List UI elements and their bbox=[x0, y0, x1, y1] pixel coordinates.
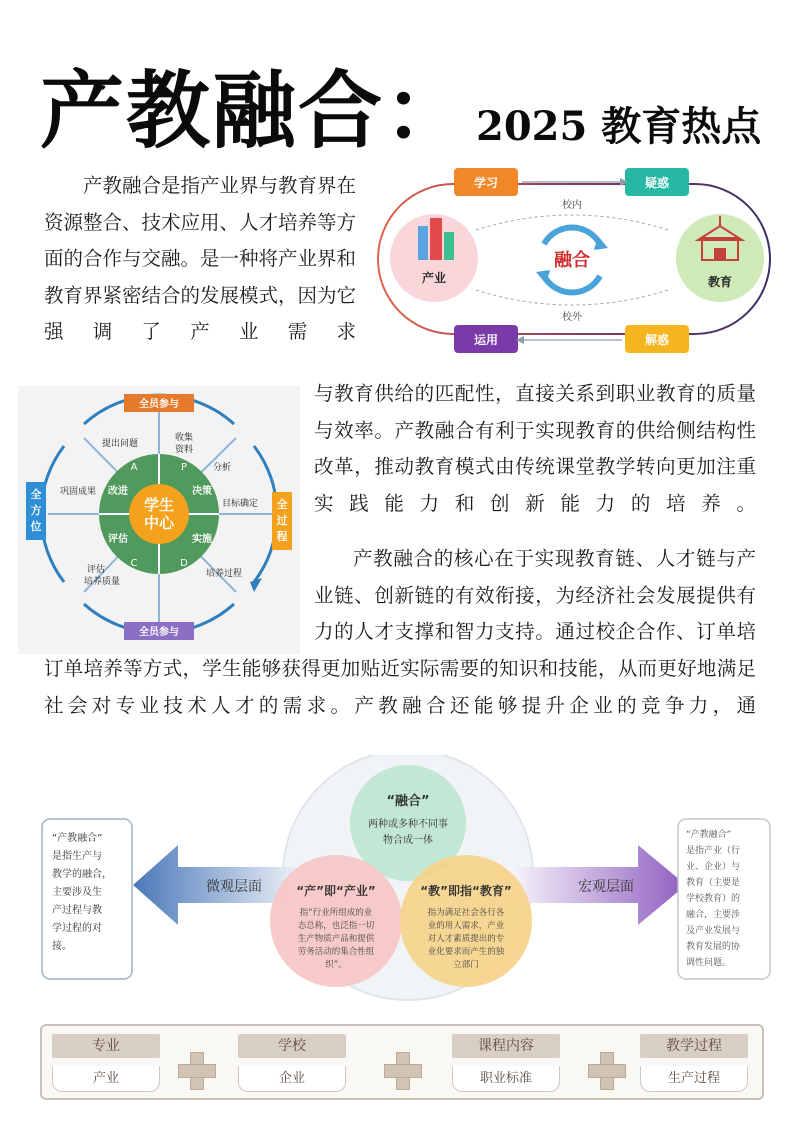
svg-text:及产业发展与: 及产业发展与 bbox=[686, 926, 741, 936]
node-jiaoyu bbox=[676, 214, 764, 302]
inner-top-label: 校内 bbox=[562, 200, 582, 211]
svg-text:“产教融合”: “产教融合” bbox=[52, 833, 103, 844]
building-icon bbox=[418, 226, 428, 260]
circle-chan bbox=[270, 855, 402, 987]
svg-text:D: D bbox=[180, 558, 188, 569]
svg-text:方: 方 bbox=[30, 504, 42, 517]
svg-text:微观层面: 微观层面 bbox=[206, 879, 262, 895]
svg-text:提出问题: 提出问题 bbox=[101, 439, 139, 449]
paragraph-3a: 产教融合的核心在于实现教育链、人才链与产业链、创新链的有效衔接，为经济社会发展提供有力的人才支撑和智力支持。通过校企合作、订单培 bbox=[314, 547, 756, 644]
formula-bar bbox=[40, 1024, 764, 1100]
svg-text:教育发展的协: 教育发展的协 bbox=[686, 942, 741, 952]
svg-text:资料: 资料 bbox=[174, 445, 194, 455]
center-ronghe bbox=[536, 227, 608, 292]
svg-text:程: 程 bbox=[276, 530, 288, 543]
svg-text:业、企业）与: 业、企业）与 bbox=[686, 862, 741, 872]
paragraph-3b: 订单培养等方式，学生能够获得更加贴近实际需要的知识和技能，从而更好地满足社会对专业技术人才的需求。产教融合还能够提升企业的竞争力，通 bbox=[44, 657, 756, 717]
page-title bbox=[40, 44, 780, 160]
svg-text:C: C bbox=[130, 558, 138, 569]
svg-text:业的用人需求，产业: 业的用人需求，产业 bbox=[427, 921, 505, 931]
svg-text:学生: 学生 bbox=[143, 496, 175, 514]
svg-text:主要涉及生: 主要涉及生 bbox=[52, 887, 102, 898]
svg-text:是指产业（行: 是指产业（行 bbox=[686, 846, 741, 856]
svg-text:疑惑: 疑惑 bbox=[644, 176, 670, 190]
tag-yihuo bbox=[625, 168, 689, 196]
svg-text:培养质量: 培养质量 bbox=[83, 577, 121, 587]
formula-item-4: 教学过程 生产过程 bbox=[640, 1034, 748, 1094]
svg-text:巩固成果: 巩固成果 bbox=[59, 487, 97, 497]
note-left bbox=[42, 819, 132, 979]
svg-text:“产”即“产业”: “产”即“产业” bbox=[296, 884, 376, 898]
svg-text:调性问题。: 调性问题。 bbox=[686, 958, 732, 968]
svg-text:生产物质产品和提供: 生产物质产品和提供 bbox=[297, 934, 375, 944]
svg-text:两种或多种不同事: 两种或多种不同事 bbox=[368, 819, 448, 830]
svg-text:融合: 融合 bbox=[554, 250, 590, 271]
svg-text:解惑: 解惑 bbox=[644, 333, 670, 347]
wheel-diagram bbox=[18, 386, 300, 654]
node-chanye bbox=[390, 214, 478, 302]
svg-text:产业: 产业 bbox=[421, 271, 447, 285]
levels-diagram bbox=[38, 755, 778, 1005]
svg-text:立部门: 立部门 bbox=[453, 960, 479, 970]
svg-text:教育（主要是: 教育（主要是 bbox=[686, 878, 741, 888]
svg-text:运用: 运用 bbox=[473, 333, 499, 347]
svg-text:态总称，也泛指一切: 态总称，也泛指一切 bbox=[297, 921, 375, 931]
svg-text:物合成一体: 物合成一体 bbox=[383, 835, 433, 846]
cycle-diagram bbox=[372, 160, 780, 360]
plus-icon bbox=[178, 1052, 214, 1088]
svg-text:教学的融合，: 教学的融合， bbox=[52, 869, 112, 880]
svg-text:全: 全 bbox=[276, 498, 288, 511]
svg-text:学校教育）的: 学校教育）的 bbox=[686, 894, 741, 904]
tag-yunyong bbox=[454, 325, 518, 353]
svg-text:过: 过 bbox=[276, 514, 288, 527]
svg-text:全: 全 bbox=[30, 488, 42, 501]
tag-xuexi bbox=[454, 168, 518, 196]
svg-text:收集: 收集 bbox=[174, 433, 194, 443]
svg-text:产过程与教: 产过程与教 bbox=[52, 905, 102, 916]
paragraph-2: 与教育供给的匹配性，直接关系到职业教育的质量与效率。产教融合有利于实现教育的供给侧结构性改革，推动教育模式由传统课堂教学转向更加注重实践能力和创新能力的培养。 bbox=[314, 382, 756, 515]
svg-text:指为满足社会各行各: 指为满足社会各行各 bbox=[427, 908, 505, 918]
svg-text:劳务活动的集合性组: 劳务活动的集合性组 bbox=[297, 947, 375, 957]
svg-text:织”。: 织”。 bbox=[325, 960, 347, 970]
svg-text:业化要求而产生的独: 业化要求而产生的独 bbox=[427, 947, 505, 957]
svg-text:“教”即指“教育”: “教”即指“教育” bbox=[420, 884, 512, 898]
tag-jiehuo bbox=[625, 325, 689, 353]
svg-text:接。: 接。 bbox=[52, 941, 72, 952]
svg-text:A: A bbox=[130, 462, 138, 473]
formula-item-2: 学校 企业 bbox=[238, 1034, 346, 1094]
note-right bbox=[678, 819, 770, 979]
svg-text:全员参与: 全员参与 bbox=[139, 399, 179, 410]
svg-text:“产教融合”: “产教融合” bbox=[686, 830, 732, 840]
intro-paragraph: 产教融合是指产业界与教育界在资源整合、技术应用、人才培养等方面的合作与交融。是一种将产业界和教育界紧密结合的发展模式，因为它强调了产业需求 bbox=[44, 174, 357, 344]
circle-jiao bbox=[400, 855, 532, 987]
inner-bottom-label: 校外 bbox=[562, 312, 582, 323]
svg-text:指“行业所组成的业: 指“行业所组成的业 bbox=[299, 908, 373, 918]
svg-text:中心: 中心 bbox=[143, 514, 175, 532]
formula-item-3: 课程内容 职业标准 bbox=[452, 1034, 560, 1094]
title-main: 产教融合： bbox=[40, 61, 471, 160]
plus-icon bbox=[588, 1052, 624, 1088]
formula-item-1: 专业 产业 bbox=[52, 1034, 160, 1094]
svg-text:决策: 决策 bbox=[192, 486, 212, 497]
svg-text:“融合”: “融合” bbox=[386, 794, 430, 809]
svg-text:学过程的对: 学过程的对 bbox=[52, 923, 102, 934]
svg-text:培养过程: 培养过程 bbox=[205, 569, 243, 579]
plus-icon bbox=[384, 1052, 420, 1088]
svg-text:目标确定: 目标确定 bbox=[221, 499, 259, 509]
svg-text:融合，主要涉: 融合，主要涉 bbox=[686, 910, 741, 920]
svg-text:P: P bbox=[180, 462, 188, 473]
svg-text:对人才素质提出的专: 对人才素质提出的专 bbox=[427, 934, 505, 944]
svg-text:宏观层面: 宏观层面 bbox=[578, 879, 634, 895]
svg-text:改进: 改进 bbox=[108, 486, 128, 497]
svg-text:学习: 学习 bbox=[473, 176, 499, 190]
svg-text:教育: 教育 bbox=[707, 275, 733, 289]
svg-text:是指生产与: 是指生产与 bbox=[52, 851, 102, 862]
svg-text:位: 位 bbox=[30, 520, 42, 533]
svg-text:分析: 分析 bbox=[212, 463, 232, 473]
title-sub: 2025 教育热点 bbox=[476, 103, 762, 150]
svg-text:评估: 评估 bbox=[108, 534, 128, 545]
svg-text:实施: 实施 bbox=[192, 534, 212, 545]
svg-text:全员参与: 全员参与 bbox=[139, 627, 179, 638]
svg-text:评估: 评估 bbox=[86, 565, 106, 575]
